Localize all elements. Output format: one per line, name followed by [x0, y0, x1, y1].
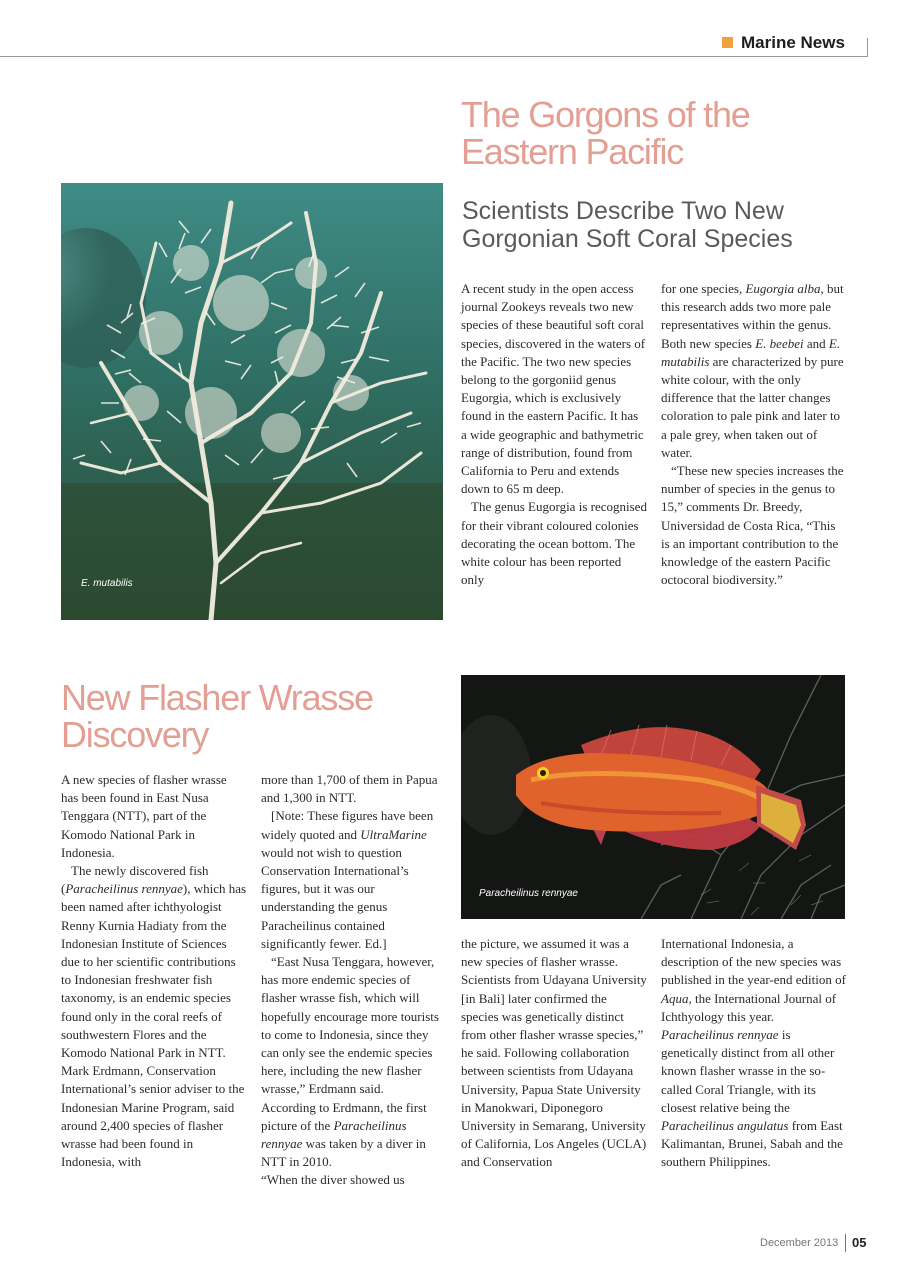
- article2-title-line1: New Flasher Wrasse: [61, 677, 373, 718]
- article1-title-line2: Eastern Pacific: [461, 131, 684, 172]
- header-divider: [867, 38, 868, 57]
- article2-paragraph: the picture, we assumed it was a new species of flasher wrasse. Scientists from Udayana University [in Bali] later confirmed the species was genetically distinct from other flasher wrasse species,” he said. Following collaboration between scientists from Udayana University, Papua State University in Manokwari, Diponegoro University in Semarang, University of California, Los Angeles (UCLA) and Conservation: [461, 936, 647, 1170]
- page-number: 05: [852, 1235, 867, 1250]
- article1-subtitle-line1: Scientists Describe Two New: [462, 197, 784, 225]
- issue-date: December 2013: [760, 1237, 839, 1249]
- article2-paragraph: [Note: These figures have been widely quoted and UltraMarine would not wish to question Conservation International’s figures, but it was our understanding the genus Paracheilinus contained significantly fewer. Ed.]: [261, 808, 434, 951]
- article1-subtitle-line2: Gorgonian Soft Coral Species: [462, 225, 793, 253]
- article2-column1: [61, 771, 247, 1171]
- article2-title-line2: Discovery: [61, 714, 209, 755]
- section-label-text: Marine News: [741, 33, 845, 52]
- article2-paragraph: According to Erdmann, the first picture of the Paracheilinus rennyae was taken by a diver in NTT in 2010.: [261, 1099, 427, 1170]
- article2-paragraph: “East Nusa Tenggara, however, has more endemic species of flasher wrasse fish, which will hopefully encourage more tourists to come to Indonesia, since they can only see the endemic species here, including the new flasher wrasse,” Erdmann said.: [261, 954, 439, 1097]
- article2-paragraph: International Indonesia, a description of the new species was published in the year-end edition of Aqua, the International Journal of Ichthyology this year.: [661, 936, 846, 1024]
- gorgonian-coral-image: [61, 183, 443, 620]
- coral-photo: [61, 183, 443, 620]
- article2-paragraph: “When the diver showed us: [261, 1172, 405, 1188]
- coral-photo-caption: E. mutabilis: [81, 578, 133, 589]
- article1-paragraph: “These new species increases the number of species in the genus to 15,” comments Dr. Breedy, Universidad de Costa Rica, “This is an important contribution to the knowledge of the eastern Pacific octocoral biodiversity.”: [661, 463, 844, 588]
- article2-paragraph: A new species of flasher wrasse has been found in East Nusa Tenggara (NTT), part of the Komodo National Park in Indonesia.: [61, 772, 227, 860]
- flasher-wrasse-image: [461, 675, 845, 919]
- article1-paragraph: for one species, Eugorgia alba, but this research adds two more pale representatives within the genus. Both new species E. beebei and E. mutabilis are characterized by pure white colour, with the only difference that the latter changes coloration to pale pink and later to a pale grey, when taken out of water.: [661, 281, 844, 460]
- article2-paragraph: Mark Erdmann, Conservation International’s senior adviser to the Indonesian Marine Program, said around 2,400 species of flasher wrasse had been found in Indonesia, with: [61, 1063, 245, 1170]
- article1-paragraph: A recent study in the open access journal Zookeys reveals two new species of these beautiful soft coral species, discovered in the waters of the Pacific. The two new species belong to the gorgoniid genus Eugorgia, which is exclusively found in the eastern Pacific. It has a wide geographic and bathymetric range of distribution, found from California to Peru and extends down to 65 m deep.: [461, 281, 646, 497]
- section-label: [722, 33, 845, 53]
- article2-paragraph: The newly discovered fish (Paracheilinus rennyae), which has been named after ichthyologist Renny Kurnia Hadiaty from the Indonesian Institute of Sciences due to her scientific contributions to Indonesian freshwater fish taxonomy, is an endemic species found only in the coral reefs of southwestern Flores and the Komodo National Park in NTT.: [61, 863, 247, 1061]
- article1-title: [461, 96, 891, 170]
- article2-column3: [461, 935, 647, 1172]
- article2-title: [61, 679, 451, 753]
- article2-paragraph: more than 1,700 of them in Papua and 1,300 in NTT.: [261, 772, 438, 806]
- article2-column2: [261, 771, 447, 1190]
- article1-column1: [461, 280, 647, 589]
- article1-title-line1: The Gorgons of the: [461, 94, 750, 135]
- article2-column4: [661, 935, 847, 1172]
- footer-divider: [845, 1234, 846, 1252]
- article1-column2: [661, 280, 847, 589]
- article2-paragraph: Paracheilinus rennyae is genetically distinct from all other known flasher wrasse in the so-called Coral Triangle, with its closest relative being the Paracheilinus angulatus from East Kalimantan, Brunei, Sabah and the southern Philippines.: [661, 1027, 843, 1170]
- wrasse-photo-caption: Paracheilinus rennyae: [479, 888, 578, 899]
- header-rule: [0, 56, 868, 57]
- article1-paragraph: The genus Eugorgia is recognised for their vibrant coloured colonies decorating the ocean bottom. The white colour has been reported only: [461, 499, 647, 588]
- orange-square-icon: [722, 37, 733, 48]
- article1-subtitle: [462, 197, 892, 253]
- wrasse-photo: [461, 675, 845, 919]
